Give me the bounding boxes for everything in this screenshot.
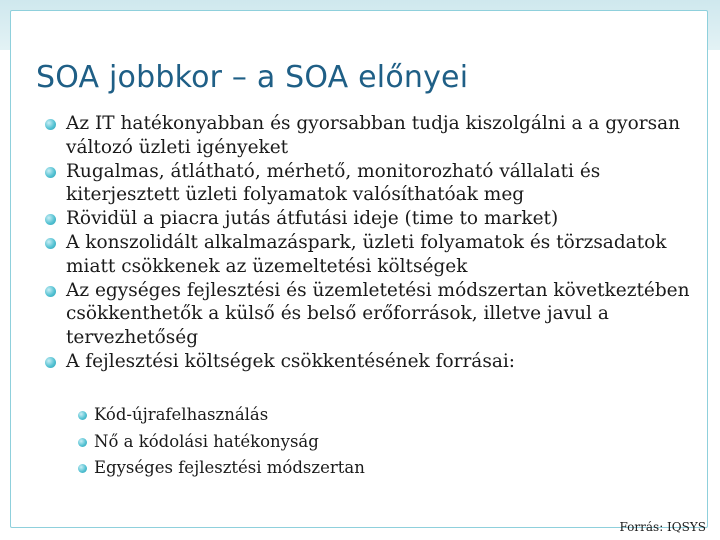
bullet-item (44, 231, 694, 279)
bullet-item (44, 207, 694, 231)
sub-bullet-text: Nő a kódolási hatékonyság (94, 431, 319, 451)
round-bullet-icon (45, 238, 56, 249)
sub-bullet-list (76, 402, 676, 482)
bullet-text: A konszolidált alkalmazáspark, üzleti folyamatok és törzsadatok miatt csökkenek az üzemeltetési költségek (66, 231, 667, 277)
bullet-item (44, 160, 694, 208)
bullet-item (44, 112, 694, 160)
bullet-item (44, 279, 694, 350)
slide-title: SOA jobbkor – a SOA előnyei (36, 60, 469, 95)
round-bullet-icon (78, 438, 87, 447)
bullet-text: A fejlesztési költségek csökkentésének forrásai: (66, 350, 516, 372)
sub-bullet-item (76, 402, 676, 429)
round-bullet-icon (45, 167, 56, 178)
sub-bullet-text: Kód-újrafelhasználás (94, 405, 269, 424)
sub-bullet-item (76, 429, 676, 456)
bullet-item (44, 350, 694, 374)
source-note: Forrás: IQSYS (619, 520, 706, 534)
round-bullet-icon (45, 286, 56, 297)
sub-bullet-text: Egységes fejlesztési módszertan (94, 458, 365, 477)
round-bullet-icon (45, 357, 56, 368)
bullet-text: Az egységes fejlesztési és üzemletetési módszertan következtében csökkenthetők a külső és belső erőforrások, illetve javul a tervezhetőség (66, 279, 690, 349)
bullet-text: Az IT hatékonyabban és gyorsabban tudja kiszolgálni a a gyorsan változó üzleti igényeket (66, 113, 681, 158)
sub-bullet-item (76, 455, 676, 482)
bullet-text: Rugalmas, átlátható, mérhető, monitorozható vállalati és kiterjesztett üzleti folyamatok valósíthatóak meg (66, 160, 601, 206)
round-bullet-icon (78, 464, 87, 473)
round-bullet-icon (45, 119, 56, 130)
bullet-text: Rövidül a piacra jutás átfutási ideje (time to market) (66, 208, 559, 230)
round-bullet-icon (78, 411, 87, 420)
bullet-list (44, 112, 694, 374)
round-bullet-icon (45, 214, 56, 225)
